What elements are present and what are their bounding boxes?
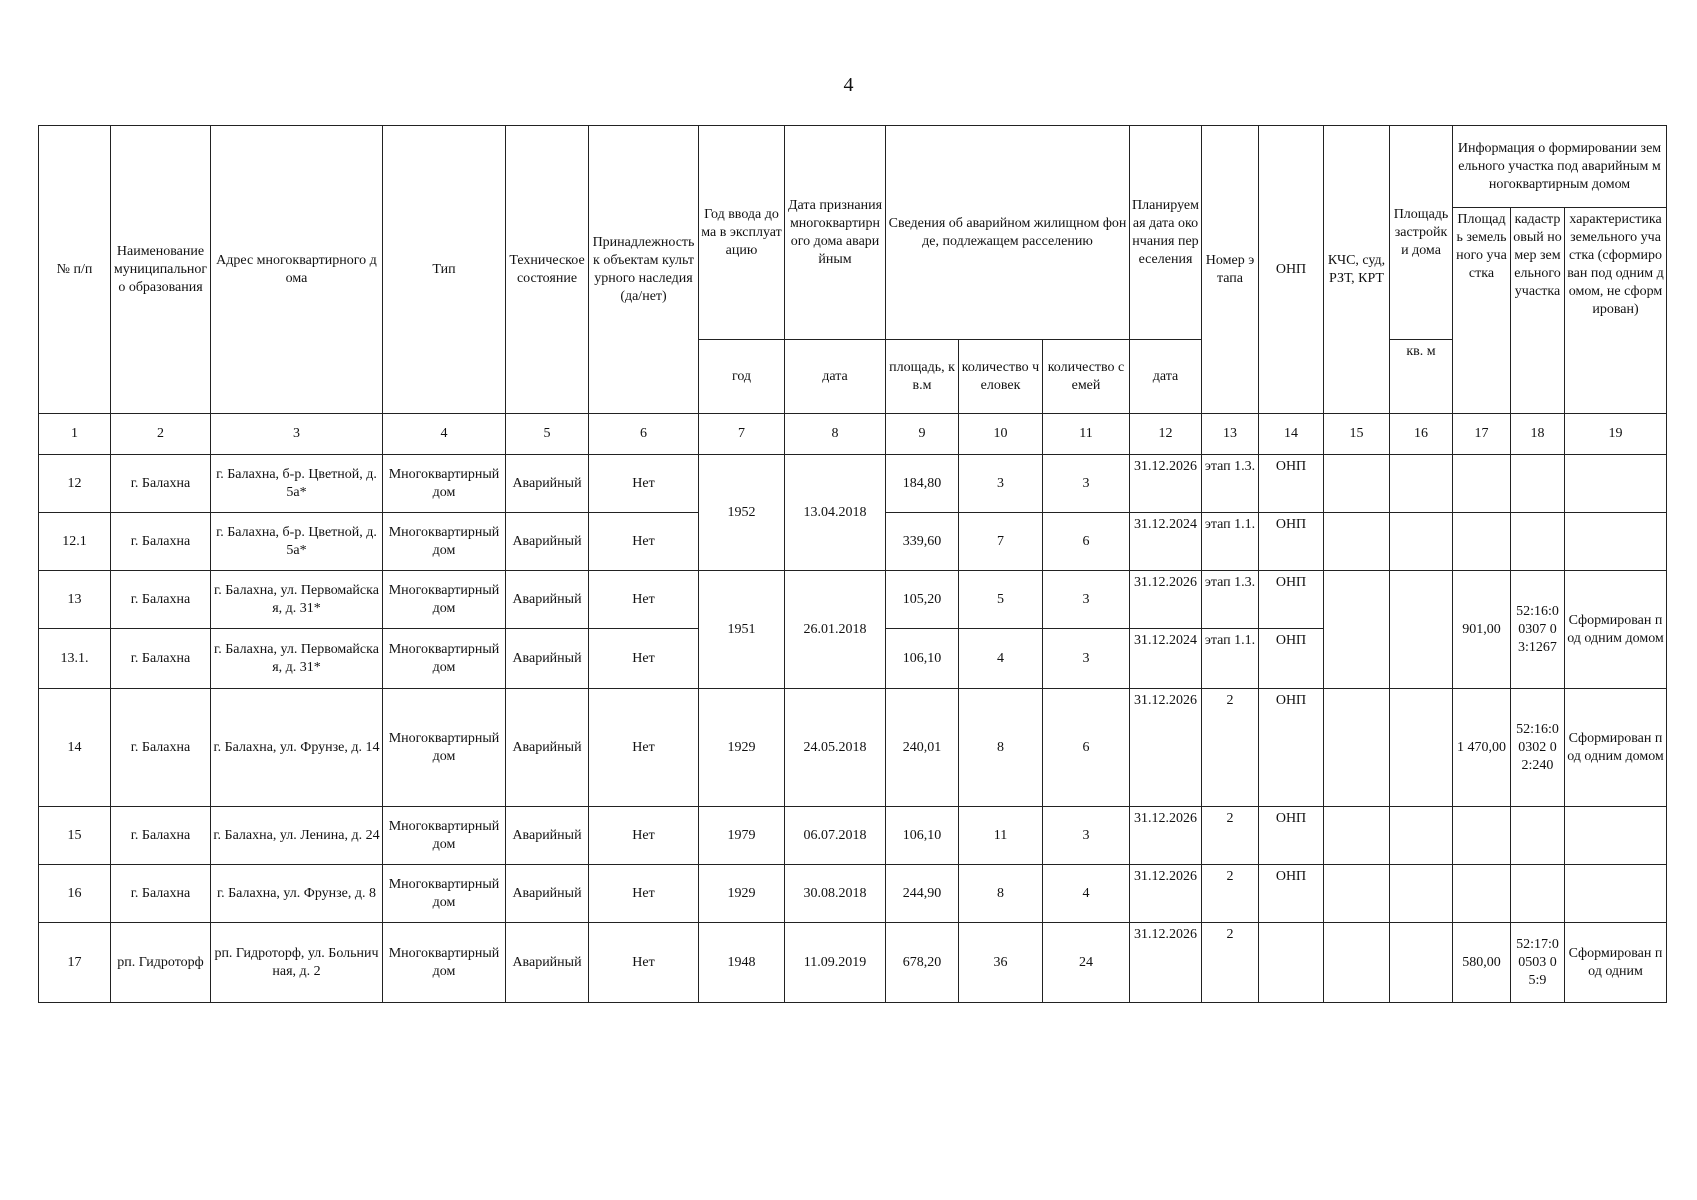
header-col-12: Планируемая дата окончания переселения: [1130, 126, 1202, 340]
planned-date: 31.12.2026: [1130, 807, 1202, 865]
header-col-14: ОНП: [1259, 126, 1324, 414]
family-count: 6: [1043, 513, 1130, 571]
col-number: 11: [1043, 414, 1130, 455]
emergency-date: 24.05.2018: [785, 689, 886, 807]
kchs: [1324, 571, 1390, 689]
col-number: 8: [785, 414, 886, 455]
header-col-9-11: Сведения об аварийном жилищном фонде, подлежащем расселению: [886, 126, 1130, 340]
family-count: 3: [1043, 629, 1130, 689]
col-number: 3: [211, 414, 383, 455]
page-number: 4: [843, 74, 854, 96]
emergency-date: 13.04.2018: [785, 455, 886, 571]
land-characteristic: [1565, 865, 1667, 923]
col-number: 5: [506, 414, 589, 455]
cadastre-number: [1511, 865, 1565, 923]
unit-col-7: год: [699, 340, 785, 414]
land-characteristic: Сформирован под одним домом: [1565, 571, 1667, 689]
building-area: [1390, 455, 1453, 513]
stage: этап 1.1.: [1202, 629, 1259, 689]
table-row: [39, 455, 1667, 513]
people-count: 36: [959, 923, 1043, 1003]
people-count: 3: [959, 455, 1043, 513]
table-row: [39, 807, 1667, 865]
header-col-18: кадастровый номер земельного участка: [1511, 208, 1565, 414]
municipality: г. Балахна: [111, 513, 211, 571]
commission-year: 1951: [699, 571, 785, 689]
area: 105,20: [886, 571, 959, 629]
kchs: [1324, 513, 1390, 571]
table-row: [39, 571, 1667, 629]
municipality: г. Балахна: [111, 571, 211, 629]
cadastre-number: [1511, 807, 1565, 865]
emergency-date: 30.08.2018: [785, 865, 886, 923]
land-characteristic: Сформирован под одним домом: [1565, 689, 1667, 807]
cadastre-number: 52:16:00302 02:240: [1511, 689, 1565, 807]
stage: этап 1.3.: [1202, 571, 1259, 629]
technical-state: Аварийный: [506, 455, 589, 513]
col-number: 1: [39, 414, 111, 455]
land-area: [1453, 865, 1511, 923]
area: 240,01: [886, 689, 959, 807]
planned-date: 31.12.2026: [1130, 865, 1202, 923]
header-col-15: КЧС, суд, РЗТ, КРТ: [1324, 126, 1390, 414]
building-type: Многоквартирный дом: [383, 629, 506, 689]
header-col-7: Год ввода дома в эксплуатацию: [699, 126, 785, 340]
planned-date: 31.12.2024: [1130, 513, 1202, 571]
kchs: [1324, 865, 1390, 923]
commission-year: 1929: [699, 689, 785, 807]
cadastre-number: [1511, 513, 1565, 571]
municipality: г. Балахна: [111, 455, 211, 513]
building-area: [1390, 865, 1453, 923]
land-area: 901,00: [1453, 571, 1511, 689]
address: г. Балахна, б-р. Цветной, д. 5а*: [211, 513, 383, 571]
unit-col-16: кв. м: [1390, 340, 1453, 414]
unit-col-12: дата: [1130, 340, 1202, 414]
land-characteristic: Сформирован под одним: [1565, 923, 1667, 1003]
header-col-8: Дата признания многоквартирного дома аварийным: [785, 126, 886, 340]
address: рп. Гидроторф, ул. Больничная, д. 2: [211, 923, 383, 1003]
row-number: 17: [39, 923, 111, 1003]
heritage-flag: Нет: [589, 571, 699, 629]
stage: 2: [1202, 689, 1259, 807]
municipality: г. Балахна: [111, 865, 211, 923]
planned-date: 31.12.2026: [1130, 689, 1202, 807]
col-number: 14: [1259, 414, 1324, 455]
address: г. Балахна, ул. Ленина, д. 24: [211, 807, 383, 865]
header-col-17-19: Информация о формировании земельного участка под аварийным многоквартирным домом: [1453, 126, 1667, 208]
area: 184,80: [886, 455, 959, 513]
row-number: 13.1.: [39, 629, 111, 689]
municipality: рп. Гидроторф: [111, 923, 211, 1003]
header-col-3: Адрес многоквартирного дома: [211, 126, 383, 414]
emergency-date: 11.09.2019: [785, 923, 886, 1003]
onp: ОНП: [1259, 629, 1324, 689]
address: г. Балахна, б-р. Цветной, д. 5а*: [211, 455, 383, 513]
header-col-2: Наименование муниципального образования: [111, 126, 211, 414]
commission-year: 1948: [699, 923, 785, 1003]
heritage-flag: Нет: [589, 513, 699, 571]
family-count: 3: [1043, 455, 1130, 513]
cadastre-number: 52:16:00307 03:1267: [1511, 571, 1565, 689]
table-row: [39, 923, 1667, 1003]
stage: 2: [1202, 923, 1259, 1003]
technical-state: Аварийный: [506, 807, 589, 865]
planned-date: 31.12.2024: [1130, 629, 1202, 689]
area: 678,20: [886, 923, 959, 1003]
people-count: 8: [959, 865, 1043, 923]
col-number: 6: [589, 414, 699, 455]
building-area: [1390, 689, 1453, 807]
header-col-19: характеристика земельного участка (сформирован под одним домом, не сформирован): [1565, 208, 1667, 414]
col-number: 12: [1130, 414, 1202, 455]
onp: ОНП: [1259, 689, 1324, 807]
building-area: [1390, 923, 1453, 1003]
onp: [1259, 923, 1324, 1003]
col-number: 18: [1511, 414, 1565, 455]
row-number: 14: [39, 689, 111, 807]
header-col-5: Техническое состояние: [506, 126, 589, 414]
land-characteristic: [1565, 807, 1667, 865]
heritage-flag: Нет: [589, 807, 699, 865]
building-type: Многоквартирный дом: [383, 689, 506, 807]
col-number: 19: [1565, 414, 1667, 455]
land-area: [1453, 455, 1511, 513]
family-count: 3: [1043, 571, 1130, 629]
heritage-flag: Нет: [589, 923, 699, 1003]
building-type: Многоквартирный дом: [383, 923, 506, 1003]
building-type: Многоквартирный дом: [383, 513, 506, 571]
emergency-date: 26.01.2018: [785, 571, 886, 689]
address: г. Балахна, ул. Фрунзе, д. 8: [211, 865, 383, 923]
people-count: 8: [959, 689, 1043, 807]
commission-year: 1929: [699, 865, 785, 923]
technical-state: Аварийный: [506, 513, 589, 571]
unit-col-10: количество человек: [959, 340, 1043, 414]
municipality: г. Балахна: [111, 807, 211, 865]
row-number: 12.1: [39, 513, 111, 571]
table-row: [39, 865, 1667, 923]
people-count: 5: [959, 571, 1043, 629]
commission-year: 1979: [699, 807, 785, 865]
land-area: 580,00: [1453, 923, 1511, 1003]
municipality: г. Балахна: [111, 689, 211, 807]
area: 106,10: [886, 807, 959, 865]
stage: этап 1.1.: [1202, 513, 1259, 571]
land-characteristic: [1565, 455, 1667, 513]
building-area: [1390, 807, 1453, 865]
emergency-housing-table: [38, 125, 1667, 1003]
technical-state: Аварийный: [506, 571, 589, 629]
col-number: 7: [699, 414, 785, 455]
unit-col-11: количество семей: [1043, 340, 1130, 414]
area: 244,90: [886, 865, 959, 923]
unit-col-8: дата: [785, 340, 886, 414]
building-area: [1390, 513, 1453, 571]
kchs: [1324, 455, 1390, 513]
technical-state: Аварийный: [506, 865, 589, 923]
land-characteristic: [1565, 513, 1667, 571]
people-count: 7: [959, 513, 1043, 571]
building-type: Многоквартирный дом: [383, 455, 506, 513]
kchs: [1324, 689, 1390, 807]
stage: 2: [1202, 865, 1259, 923]
col-number: 15: [1324, 414, 1390, 455]
commission-year: 1952: [699, 455, 785, 571]
people-count: 4: [959, 629, 1043, 689]
header-col-1: № п/п: [39, 126, 111, 414]
onp: ОНП: [1259, 513, 1324, 571]
people-count: 11: [959, 807, 1043, 865]
unit-col-9: площадь, кв.м: [886, 340, 959, 414]
heritage-flag: Нет: [589, 629, 699, 689]
header-col-6: Принадлежность к объектам культурного наследия (да/нет): [589, 126, 699, 414]
heritage-flag: Нет: [589, 689, 699, 807]
planned-date: 31.12.2026: [1130, 455, 1202, 513]
technical-state: Аварийный: [506, 923, 589, 1003]
family-count: 3: [1043, 807, 1130, 865]
stage: этап 1.3.: [1202, 455, 1259, 513]
col-number: 4: [383, 414, 506, 455]
area: 339,60: [886, 513, 959, 571]
address: г. Балахна, ул. Первомайская, д. 31*: [211, 571, 383, 629]
col-number: 9: [886, 414, 959, 455]
land-area: [1453, 807, 1511, 865]
technical-state: Аварийный: [506, 689, 589, 807]
row-number: 12: [39, 455, 111, 513]
col-number: 13: [1202, 414, 1259, 455]
kchs: [1324, 923, 1390, 1003]
cadastre-number: 52:17:00503 05:9: [1511, 923, 1565, 1003]
address: г. Балахна, ул. Фрунзе, д. 14: [211, 689, 383, 807]
onp: ОНП: [1259, 571, 1324, 629]
col-number: 17: [1453, 414, 1511, 455]
family-count: 4: [1043, 865, 1130, 923]
family-count: 24: [1043, 923, 1130, 1003]
heritage-flag: Нет: [589, 455, 699, 513]
family-count: 6: [1043, 689, 1130, 807]
land-area: 1 470,00: [1453, 689, 1511, 807]
stage: 2: [1202, 807, 1259, 865]
kchs: [1324, 807, 1390, 865]
header-row-top: [39, 126, 1667, 208]
onp: ОНП: [1259, 865, 1324, 923]
cadastre-number: [1511, 455, 1565, 513]
col-number: 16: [1390, 414, 1453, 455]
row-number: 16: [39, 865, 111, 923]
municipality: г. Балахна: [111, 629, 211, 689]
heritage-flag: Нет: [589, 865, 699, 923]
row-number: 15: [39, 807, 111, 865]
planned-date: 31.12.2026: [1130, 923, 1202, 1003]
onp: ОНП: [1259, 807, 1324, 865]
header-col-17: Площадь земельного участка: [1453, 208, 1511, 414]
onp: ОНП: [1259, 455, 1324, 513]
emergency-date: 06.07.2018: [785, 807, 886, 865]
column-number-row: [39, 414, 1667, 455]
header-col-4: Тип: [383, 126, 506, 414]
planned-date: 31.12.2026: [1130, 571, 1202, 629]
area: 106,10: [886, 629, 959, 689]
table-row: [39, 689, 1667, 807]
land-area: [1453, 513, 1511, 571]
building-type: Многоквартирный дом: [383, 807, 506, 865]
technical-state: Аварийный: [506, 629, 589, 689]
building-type: Многоквартирный дом: [383, 571, 506, 629]
row-number: 13: [39, 571, 111, 629]
header-col-13: Номер этапа: [1202, 126, 1259, 414]
header-col-16: Площадь застройки дома: [1390, 126, 1453, 340]
col-number: 2: [111, 414, 211, 455]
building-area: [1390, 571, 1453, 689]
col-number: 10: [959, 414, 1043, 455]
address: г. Балахна, ул. Первомайская, д. 31*: [211, 629, 383, 689]
building-type: Многоквартирный дом: [383, 865, 506, 923]
